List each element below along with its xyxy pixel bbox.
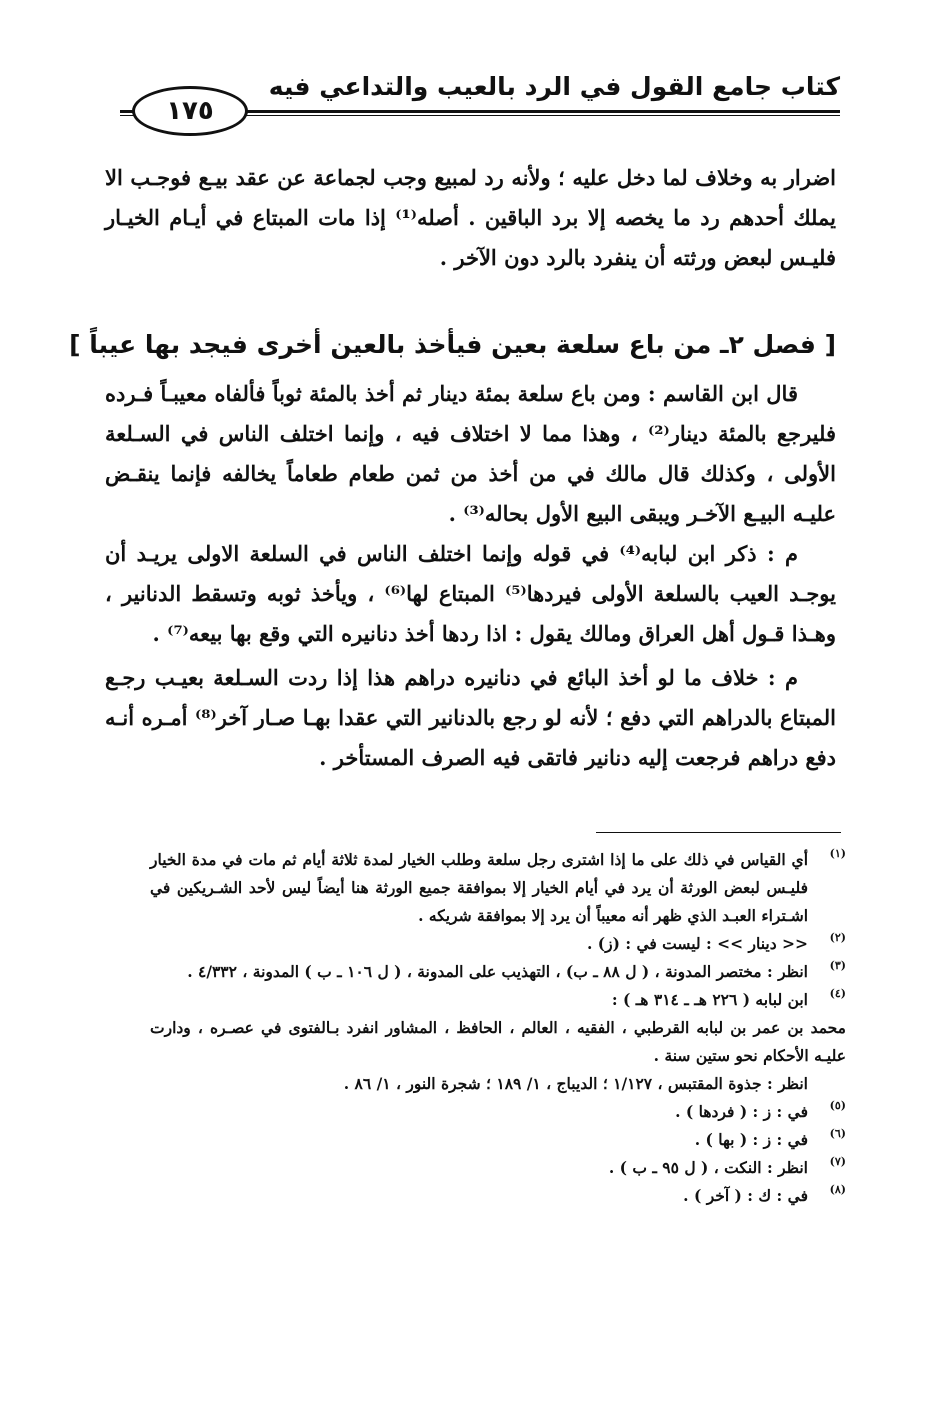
footnote-text: انظر : جذوة المقتبس ، ١/١٢٧ ؛ الديباج ، ١/ ١٨٩ ؛ شجرة النور ، ١/ ٨٦ . — [343, 1074, 808, 1093]
footnote-text: أي القياس في ذلك على ما إذا اشترى رجل سلعة وطلب الخيار لمدة ثلاثة أيام ثم مات في مدة الخيار فليـس لبعض الورثة أن يرد في أيام الخيار إلا بموافقة جميع الورثة هنا أيضاً ليس لأحد الشـريكين في اشـتراء العبـد الذي ظهر أنه معيباً أن يرد إلا بموافقة شريكه . — [150, 850, 808, 925]
paragraph-text: اضرار به وخلاف لما دخل عليه ؛ ولأنه رد لمبيع وجب لجماعة عن عقد بيـع فوجـب الا يملك أحدهم رد ما يخصه إلا برد الباقين . أصله⁽¹⁾ إذا مات المبتاع في أيـام الخيـار فليـس لبعض ورثته أن ينفرد بالرد دون الآخر . — [105, 165, 836, 270]
paragraph-3 — [105, 534, 836, 654]
paragraph-text: قال ابن القاسم : ومن باع سلعة بمئة دينار ثم أخذ بالمئة ثوباً فألفاه معيبـاً فـرده فليرجع بالمئة دينار⁽²⁾ ، وهذا مما لا اختلاف فيه ، وإنما اختلف الناس في السـلعة الأولى ، وكذلك قال مالك في من أخذ من ثمن طعام طعاماً يخالفه فإنما ينقـض عليـه البيـع الآخـر ويبقى البيع الأول بحاله⁽³⁾ . — [105, 381, 836, 526]
footnote-text: ابن لبابه ( ٢٢٦ هـ ـ ٣١٤ هـ ) : — [611, 990, 808, 1009]
footnote-1 — [150, 846, 846, 930]
footnote-3 — [150, 958, 846, 986]
footnote-number: (٧) — [829, 1155, 846, 1168]
page-number: ١٧٥ — [132, 86, 248, 136]
footnote-number: (٣) — [829, 959, 846, 972]
footnote-2 — [150, 930, 846, 958]
footnotes — [150, 846, 846, 1210]
footnote-4-sources — [150, 1070, 846, 1098]
section-heading: [ فصل ٢ـ من باع سلعة بعين فيأخذ بالعين أخرى فيجد بها عيباً ] — [69, 330, 836, 359]
footnote-4-bio — [150, 1014, 846, 1070]
footnote-text: في : ز : ( فردها ) . — [675, 1102, 808, 1121]
paragraph-2 — [105, 374, 836, 534]
footnote-text: انظر : النكت ، ( ل ٩٥ ـ ب ) . — [608, 1158, 808, 1177]
footnote-5 — [150, 1098, 846, 1126]
running-header — [110, 58, 840, 128]
footnote-number: (١) — [829, 847, 846, 860]
footnote-7 — [150, 1154, 846, 1182]
footnote-number: (٥) — [829, 1099, 846, 1112]
footnote-number: (٨) — [829, 1183, 846, 1196]
paragraph-1 — [105, 158, 836, 278]
footnote-text: في : ك : ( آخر ) . — [683, 1186, 808, 1205]
paragraph-text: م : ذكر ابن لبابه⁽⁴⁾ في قوله وإنما اختلف الناس في السلعة الاولى يريـد أن يوجـد العيب بالسلعة الأولى فيردها⁽⁵⁾ المبتاع لها⁽⁶⁾ ، ويأخذ ثوبه وتسقط الدنانير ، وهـذا قـول أهل العراق ومالك يقول : اذا ردها أخذ دنانيره التي وقع بها بيعه⁽⁷⁾ . — [105, 541, 837, 646]
footnote-text: << دينار >> : ليست في : (ز) . — [587, 934, 808, 953]
footnote-text: في : ز : ( بها ) . — [694, 1130, 808, 1149]
footnote-text: انظر : مختصر المدونة ، ( ل ٨٨ ـ ب) ، التهذيب على المدونة ، ( ل ١٠٦ ـ ب ) المدونة ، ٤/٣٣٢ . — [187, 962, 808, 981]
footnote-text: محمد بن عمر بن لبابه القرطبي ، الفقيه ، العالم ، الحافظ ، المشاور انفرد بـالفتوى في عصـره ، ودارت عليـه الأحكام نحو ستين سنة . — [150, 1018, 846, 1065]
paragraph-4 — [105, 658, 836, 778]
footnote-6 — [150, 1126, 846, 1154]
footnote-number: (٦) — [829, 1127, 846, 1140]
book-title: كتاب جامع القول في الرد بالعيب والتداعي فيه — [268, 72, 840, 101]
footnote-number: (٢) — [829, 931, 846, 944]
footnote-separator — [596, 832, 841, 833]
footnote-8 — [150, 1182, 846, 1210]
paragraph-text: م : خلاف ما لو أخذ البائع في دنانيره دراهم هذا إذا ردت السـلعة بعيـب رجـع المبتاع بالدراهم التي دفع ؛ لأنه لو رجع بالدنانير التي عقدا بهـا صـار آخر⁽⁸⁾ أمـره أنـه دفع دراهم فرجعت إليه دنانير فاتقى فيه الصرف المستأخر . — [105, 665, 837, 770]
footnote-number: (٤) — [829, 987, 846, 1000]
footnote-4 — [150, 986, 846, 1014]
